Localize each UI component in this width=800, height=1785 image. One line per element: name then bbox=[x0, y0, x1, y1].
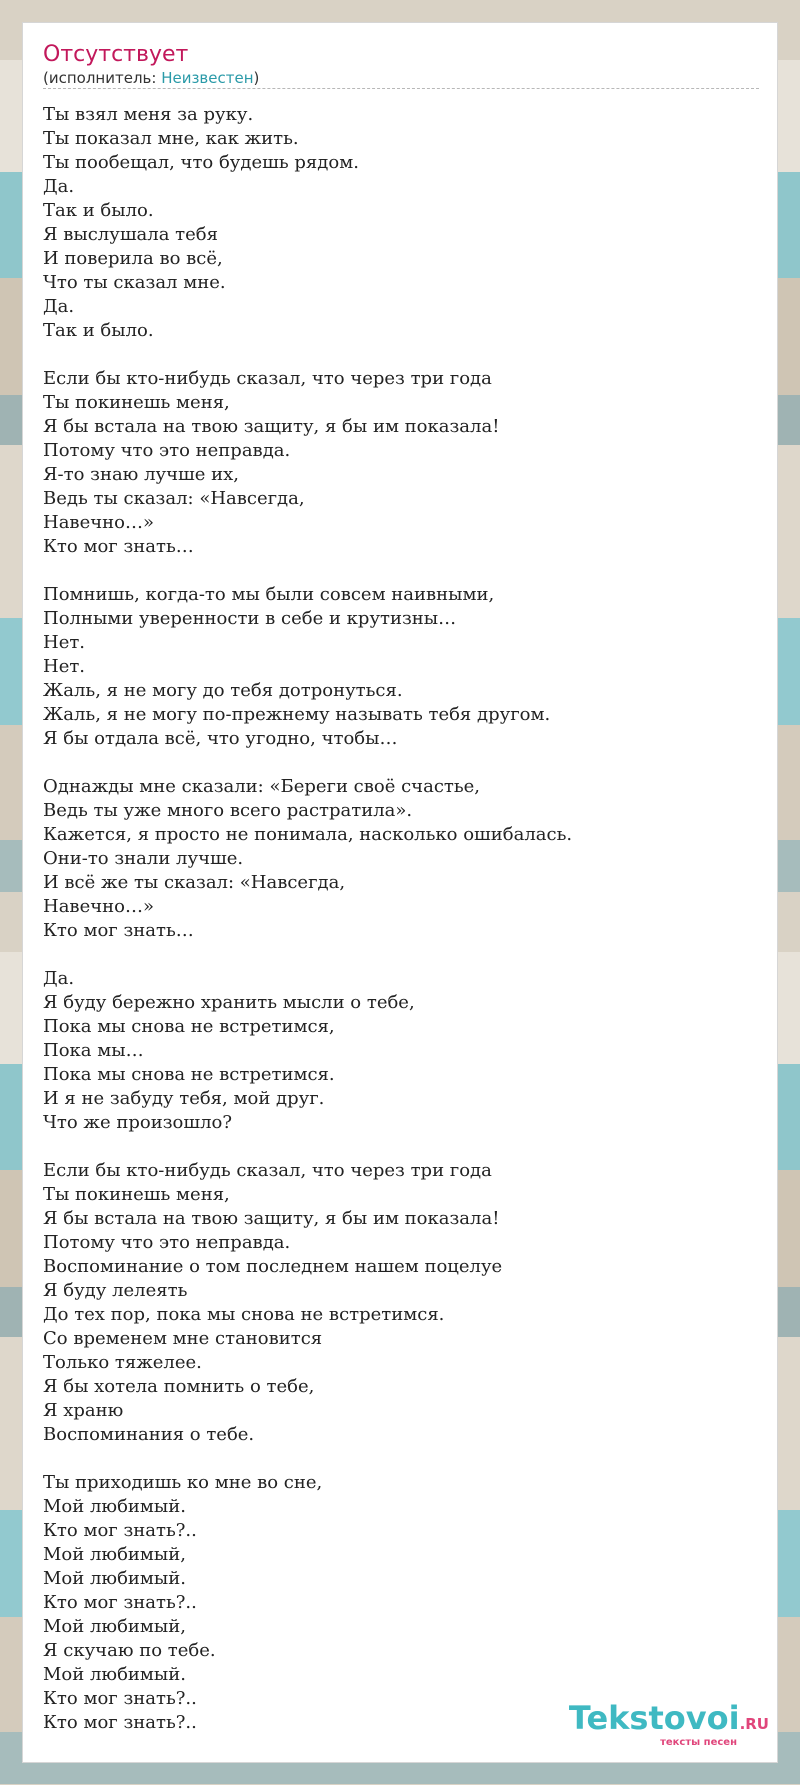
lyric-line: Ты покинешь меня, bbox=[43, 1184, 230, 1205]
logo-tagline: тексты песен bbox=[660, 1737, 737, 1748]
lyric-line: Да. bbox=[43, 968, 75, 989]
lyric-line: Ведь ты уже много всего растратила». bbox=[43, 800, 413, 821]
logo-wordmark bbox=[568, 1699, 769, 1740]
lyric-line: Потому что это неправда. bbox=[43, 1232, 291, 1253]
artist-line bbox=[43, 69, 759, 87]
lyric-line: Да. bbox=[43, 296, 75, 317]
lyric-line: Только тяжелее. bbox=[43, 1352, 202, 1373]
lyric-line: Что ты сказал мне. bbox=[43, 272, 226, 293]
artist-suffix: ) bbox=[253, 69, 260, 87]
lyric-line: Ты покинешь меня, bbox=[43, 392, 230, 413]
lyric-line: Пока мы снова не встретимся, bbox=[43, 1016, 335, 1037]
lyric-line: Что же произошло? bbox=[43, 1112, 233, 1133]
lyric-line: Я храню bbox=[43, 1400, 124, 1421]
lyric-line: Нет. bbox=[43, 656, 86, 677]
stanza-break bbox=[43, 751, 759, 775]
stanza-break bbox=[43, 559, 759, 583]
lyric-line: До тех пор, пока мы снова не встретимся. bbox=[43, 1304, 445, 1325]
lyric-line: Я-то знаю лучше их, bbox=[43, 464, 239, 485]
lyric-line: Ты показал мне, как жить. bbox=[43, 128, 299, 149]
lyric-line: Если бы кто-нибудь сказал, что через три года bbox=[43, 1160, 492, 1181]
stanza-break bbox=[43, 943, 759, 967]
lyric-line: Кажется, я просто не понимала, насколько ошибалась. bbox=[43, 824, 573, 845]
lyric-line: Да. bbox=[43, 176, 75, 197]
lyric-line: Мой любимый, bbox=[43, 1544, 186, 1565]
lyric-line: Мой любимый. bbox=[43, 1496, 186, 1517]
logo-tld: .RU bbox=[739, 1715, 769, 1733]
lyric-line: Ведь ты сказал: «Навсегда, bbox=[43, 488, 305, 509]
lyric-line: Они-то знали лучше. bbox=[43, 848, 244, 869]
lyric-line: Ты пообещал, что будешь рядом. bbox=[43, 152, 359, 173]
lyric-line: Кто мог знать?.. bbox=[43, 1520, 197, 1541]
stanza-break bbox=[43, 1447, 759, 1471]
lyric-line: Мой любимый, bbox=[43, 1616, 186, 1637]
lyric-line: Я скучаю по тебе. bbox=[43, 1640, 216, 1661]
lyric-line: Я буду лелеять bbox=[43, 1280, 188, 1301]
lyric-line: Я бы встала на твою защиту, я бы им показала! bbox=[43, 416, 500, 437]
lyric-line: Полными уверенности в себе и крутизны… bbox=[43, 608, 457, 629]
lyric-line: И поверила во всё, bbox=[43, 248, 223, 269]
lyric-line: Воспоминание о том последнем нашем поцелуе bbox=[43, 1256, 503, 1277]
lyric-line: Навечно…» bbox=[43, 896, 154, 917]
logo-name: Tekstovoi bbox=[568, 1699, 740, 1737]
lyric-line: Кто мог знать?.. bbox=[43, 1712, 197, 1733]
lyric-line: Со временем мне становится bbox=[43, 1328, 323, 1349]
lyric-line: Кто мог знать?.. bbox=[43, 1688, 197, 1709]
lyric-line: Мой любимый. bbox=[43, 1568, 186, 1589]
lyric-line: Жаль, я не могу до тебя дотронуться. bbox=[43, 680, 403, 701]
lyric-line: Пока мы снова не встретимся. bbox=[43, 1064, 335, 1085]
song-header bbox=[43, 41, 759, 89]
lyric-line: И всё же ты сказал: «Навсегда, bbox=[43, 872, 346, 893]
lyric-line: Я бы встала на твою защиту, я бы им показала! bbox=[43, 1208, 500, 1229]
lyric-line: Кто мог знать?.. bbox=[43, 1592, 197, 1613]
artist-link[interactable]: Неизвестен bbox=[161, 69, 254, 87]
lyric-line: Я буду бережно хранить мысли о тебе, bbox=[43, 992, 415, 1013]
lyric-line: Ты приходишь ко мне во сне, bbox=[43, 1472, 323, 1493]
lyric-line: Я бы отдала всё, что угодно, чтобы… bbox=[43, 728, 398, 749]
lyric-line: Жаль, я не могу по-прежнему называть тебя другом. bbox=[43, 704, 551, 725]
stanza-break bbox=[43, 1135, 759, 1159]
lyric-line: Нет. bbox=[43, 632, 86, 653]
lyric-line: Я бы хотела помнить о тебе, bbox=[43, 1376, 315, 1397]
lyric-line: И я не забуду тебя, мой друг. bbox=[43, 1088, 325, 1109]
lyric-line: Навечно…» bbox=[43, 512, 154, 533]
lyric-line: Помнишь, когда-то мы были совсем наивными, bbox=[43, 584, 495, 605]
lyric-line: Воспоминания о тебе. bbox=[43, 1424, 255, 1445]
lyrics-card bbox=[22, 22, 778, 1763]
lyric-line: Однажды мне сказали: «Береги своё счастье, bbox=[43, 776, 481, 797]
lyric-line: Так и было. bbox=[43, 200, 154, 221]
lyric-line: Так и было. bbox=[43, 320, 154, 341]
lyric-line: Кто мог знать… bbox=[43, 536, 194, 557]
song-title: Отсутствует bbox=[43, 42, 189, 67]
lyric-line: Пока мы… bbox=[43, 1040, 144, 1061]
lyric-line: Кто мог знать… bbox=[43, 920, 194, 941]
lyric-line: Если бы кто-нибудь сказал, что через три года bbox=[43, 368, 492, 389]
lyric-line: Ты взял меня за руку. bbox=[43, 104, 254, 125]
site-logo[interactable] bbox=[568, 1699, 769, 1748]
lyric-line: Я выслушала тебя bbox=[43, 224, 218, 245]
lyric-line: Мой любимый. bbox=[43, 1664, 186, 1685]
stanza-break bbox=[43, 343, 759, 367]
artist-prefix: (исполнитель: bbox=[43, 69, 162, 87]
lyrics-text bbox=[43, 103, 759, 1735]
lyric-line: Потому что это неправда. bbox=[43, 440, 291, 461]
